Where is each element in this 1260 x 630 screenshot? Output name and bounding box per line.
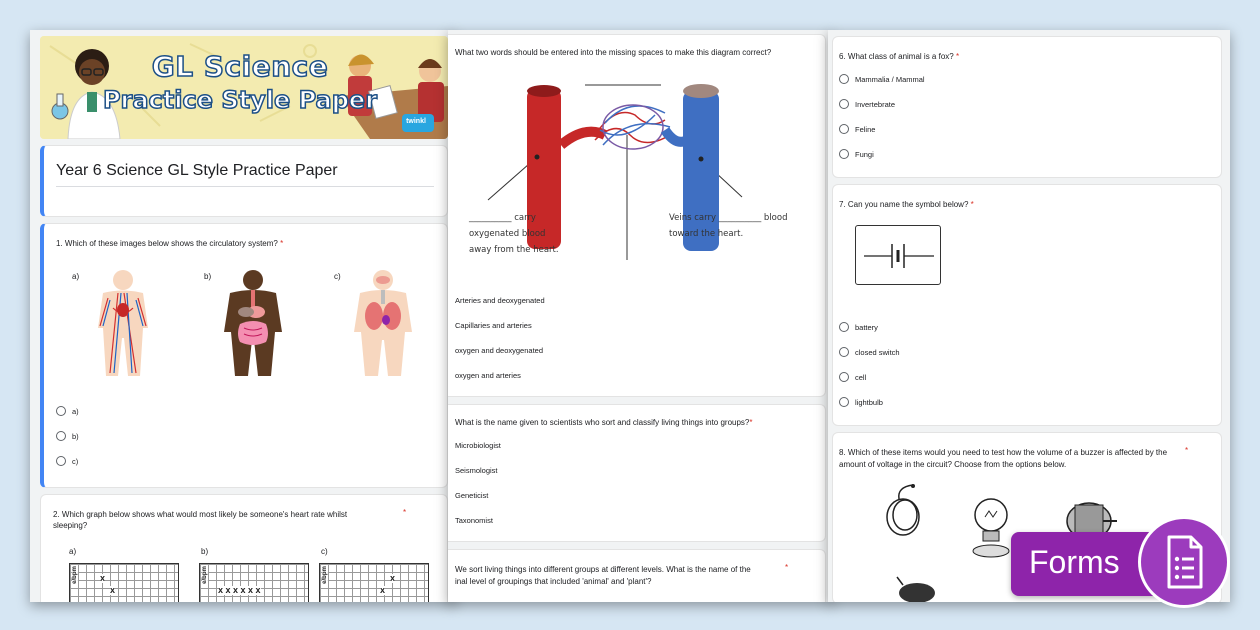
q6-option-1[interactable]: Mammalia / Mammal — [839, 74, 925, 84]
radio-button[interactable] — [56, 456, 66, 466]
radio-button[interactable] — [839, 149, 849, 159]
question-6-card — [832, 36, 1222, 178]
graph-a — [69, 563, 179, 602]
buzzer-icon — [893, 575, 943, 602]
form-panel-right — [828, 30, 1230, 602]
q3-option-3[interactable]: oxygen and deoxygenated — [455, 346, 543, 355]
question-2-required: * — [403, 508, 407, 517]
form-title: Year 6 Science GL Style Practice Paper — [56, 162, 338, 179]
question-4-text: What is the name given to scientists who sort and classify living things into groups?* — [455, 418, 753, 427]
title-divider — [56, 186, 434, 187]
form-title-card — [40, 145, 448, 217]
document-list-icon — [1141, 519, 1227, 605]
radio-button[interactable] — [839, 397, 849, 407]
q3-option-2[interactable]: Capillaries and arteries — [455, 321, 532, 330]
q1-option-c[interactable]: c) — [56, 456, 78, 466]
image-label-c: c) — [334, 272, 341, 281]
wire-icon — [879, 483, 929, 543]
header-banner — [40, 36, 448, 139]
q4-option-2[interactable]: Seismologist — [455, 466, 498, 475]
question-4-card — [448, 404, 826, 542]
respiratory-body-image — [348, 268, 418, 376]
q6-option-3[interactable]: Feline — [839, 124, 875, 134]
question-7-card — [832, 184, 1222, 426]
graph-b — [199, 563, 309, 602]
bulb-icon — [969, 493, 1013, 563]
graph-label-c: c) — [321, 547, 328, 556]
q3-option-4[interactable]: oxygen and arteries — [455, 371, 521, 380]
banner-title-line2: Practice Style Paper — [102, 86, 378, 114]
question-5-text-line1: We sort living things into different groups at different levels. What is the name of the — [455, 565, 751, 574]
form-panel-middle — [448, 30, 833, 602]
circulatory-body-image — [88, 268, 158, 376]
forms-badge-label: Forms — [1029, 544, 1120, 580]
axis-label: e/bpm — [71, 566, 78, 584]
q7-option-4[interactable]: lightbulb — [839, 397, 883, 407]
question-8-text-line1: 8. Which of these items would you need to test how the volume of a buzzer is affected by the — [839, 448, 1168, 457]
graph-c — [319, 563, 429, 602]
question-1-text: 1. Which of these images below shows the circulatory system? * — [56, 239, 284, 248]
image-label-a: a) — [72, 272, 80, 281]
q4-option-4[interactable]: Taxonomist — [455, 516, 493, 525]
digestive-body-image — [218, 268, 288, 376]
google-forms-icon — [1138, 516, 1230, 608]
question-1-card — [40, 223, 448, 488]
q4-option-1[interactable]: Microbiologist — [455, 441, 501, 450]
q1-option-a[interactable]: a) — [56, 406, 79, 416]
circuit-symbol-box — [855, 225, 941, 285]
question-8-required: * — [1185, 446, 1189, 455]
question-8-text-line2: amount of voltage in the circuit? Choose from the options below. — [839, 460, 1067, 469]
question-6-text: 6. What class of animal is a fox? * — [839, 52, 960, 61]
radio-button[interactable] — [839, 74, 849, 84]
q6-option-4[interactable]: Fungi — [839, 149, 874, 159]
graph-mark: x — [380, 585, 386, 595]
radio-button[interactable] — [839, 347, 849, 357]
q6-option-2[interactable]: Invertebrate — [839, 99, 895, 109]
graph-mark: x — [110, 585, 116, 595]
question-2-card — [40, 494, 448, 602]
banner-title-line1: GL Science — [151, 50, 329, 83]
radio-button[interactable] — [839, 322, 849, 332]
question-5-card — [448, 549, 826, 602]
form-panel-left — [30, 30, 455, 602]
radio-button[interactable] — [839, 99, 849, 109]
question-5-required: * — [785, 563, 789, 572]
q3-option-1[interactable]: Arteries and deoxygenated — [455, 296, 545, 305]
graph-mark: x x x x x x — [218, 585, 261, 595]
cell-symbol-icon — [856, 226, 942, 286]
radio-button[interactable] — [839, 372, 849, 382]
image-label-b: b) — [204, 272, 212, 281]
artery-caption: __________ carry oxygenated blood away from the heart. — [469, 213, 559, 255]
graph-mark: x — [390, 573, 396, 583]
radio-button[interactable] — [56, 431, 66, 441]
graph-label-b: b) — [201, 547, 209, 556]
twinkl-logo: twinkl — [406, 118, 426, 125]
axis-label: e/bpm — [201, 566, 208, 584]
q1-option-b[interactable]: b) — [56, 431, 79, 441]
axis-label: e/bpm — [321, 566, 328, 584]
graph-label-a: a) — [69, 547, 77, 556]
question-2-text-line1: 2. Which graph below shows what would most likely be someone's heart rate whilst — [53, 510, 348, 519]
graph-mark: x — [100, 573, 106, 583]
q4-option-3[interactable]: Geneticist — [455, 491, 489, 500]
q7-option-3[interactable]: cell — [839, 372, 866, 382]
question-3-text: What two words should be entered into the missing spaces to make this diagram correct? — [455, 48, 772, 57]
radio-button[interactable] — [56, 406, 66, 416]
question-2-text-line2: sleeping? — [53, 521, 88, 530]
q7-option-2[interactable]: closed switch — [839, 347, 900, 357]
question-7-text: 7. Can you name the symbol below? * — [839, 200, 974, 209]
vein-caption: Veins carry __________ blood toward the heart. — [669, 213, 788, 239]
q7-option-1[interactable]: battery — [839, 322, 878, 332]
question-5-text-line2: inal level of groupings that included 'animal' and 'plant'? — [455, 577, 652, 586]
question-3-card — [448, 34, 826, 397]
radio-button[interactable] — [839, 124, 849, 134]
